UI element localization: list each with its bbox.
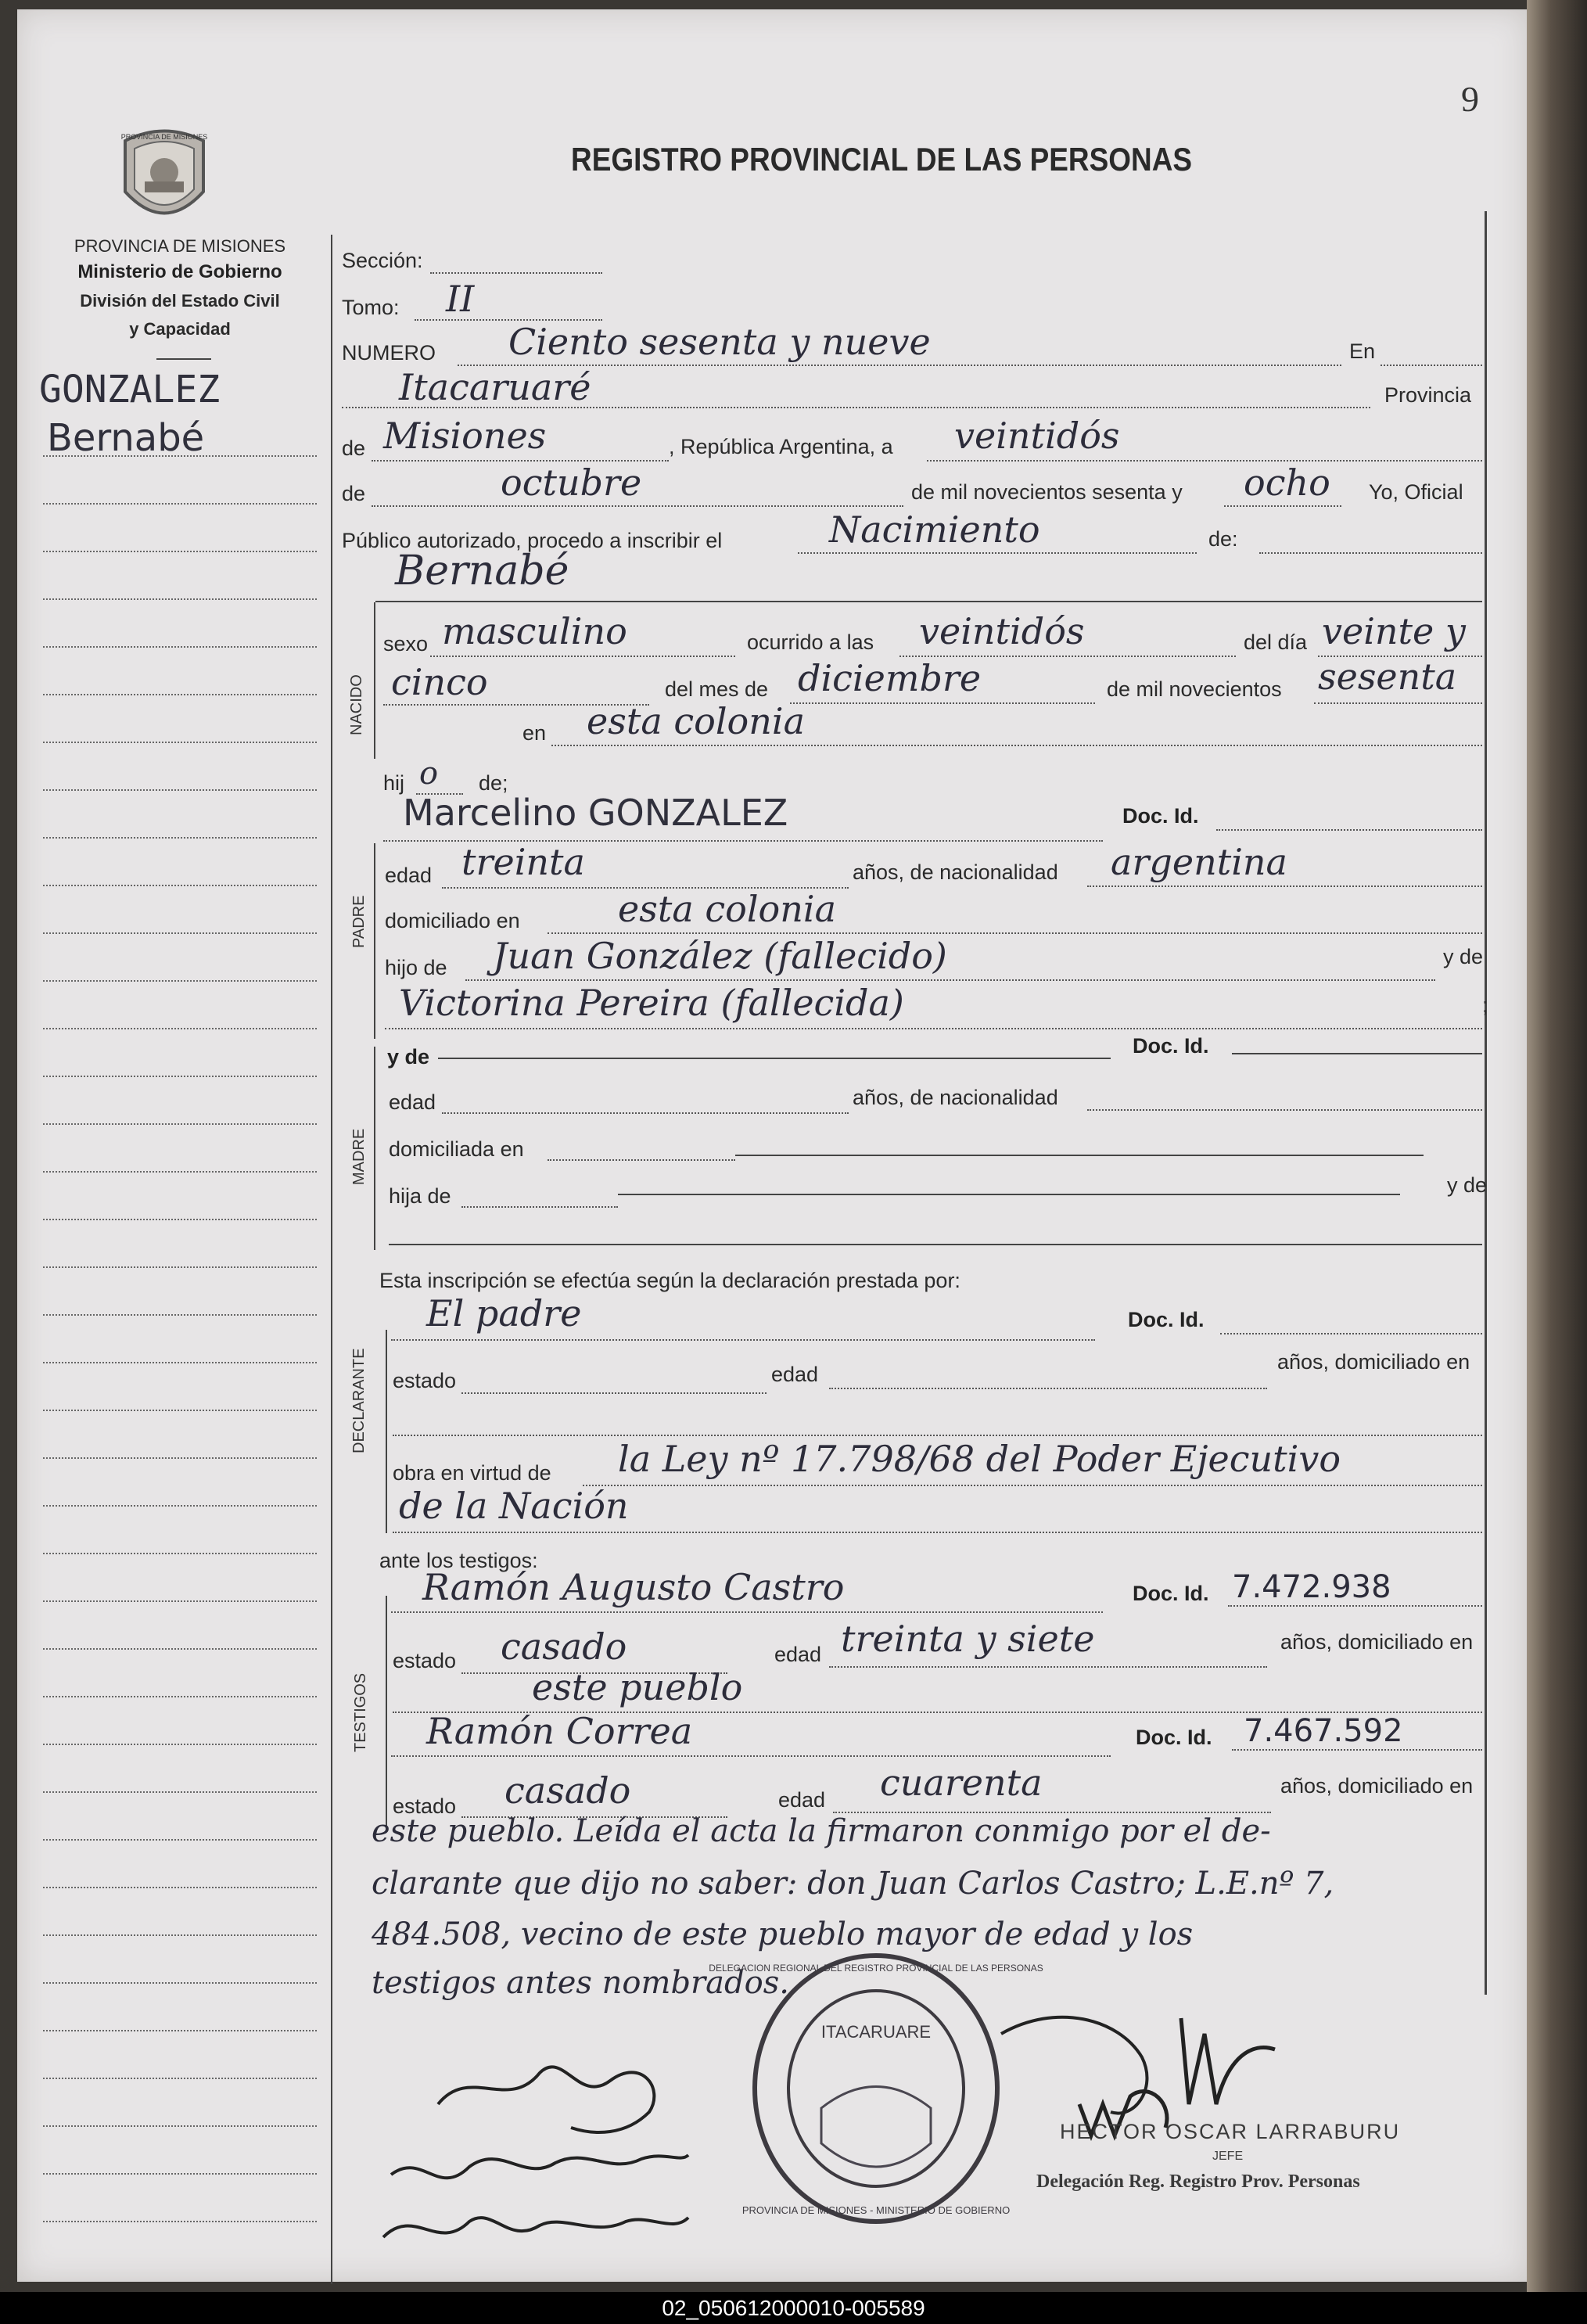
label-publico: Público autorizado, procedo a inscribir el	[342, 529, 723, 552]
margin-rule	[43, 1505, 317, 1507]
header-province: PROVINCIA DE MISIONES	[74, 236, 286, 256]
round-stamp	[709, 1948, 1043, 2229]
margin-rule	[43, 1648, 317, 1650]
label-domiciliada-madre: domiciliada en	[389, 1137, 524, 1161]
margin-rule	[43, 1553, 317, 1554]
margin-rule	[43, 2221, 317, 2222]
label-semicolon: ;	[1482, 993, 1488, 1017]
coat-of-arms-seal	[117, 125, 211, 235]
label-esta-inscripcion: Esta inscripción se efectúa según la declaración prestada por:	[379, 1269, 960, 1292]
margin-rule	[43, 789, 317, 791]
value-hijo-suffix: o	[419, 756, 439, 792]
margin-rule	[43, 503, 317, 505]
value-padre-dom: esta colonia	[618, 888, 836, 930]
value-padre-nac: argentina	[1111, 841, 1287, 883]
margin-rule	[43, 1123, 317, 1125]
value-anio-registro: ocho	[1244, 462, 1330, 504]
margin-rule	[43, 1887, 317, 1888]
value-padre-edad: treinta	[461, 841, 585, 883]
value-abuela: Victorina Pereira (fallecida)	[399, 982, 904, 1024]
section-testigos: TESTIGOS	[352, 1672, 369, 1752]
value-testigo2-doc: 7.467.592	[1244, 1713, 1403, 1749]
label-doc-id-testigo2: Doc. Id.	[1136, 1726, 1212, 1749]
value-abuelo: Juan González (fallecido)	[493, 935, 947, 977]
page-number: 9	[1461, 79, 1479, 119]
margin-rule	[43, 2173, 317, 2175]
margin-rule	[43, 1457, 317, 1459]
label-edad-testigo1: edad	[774, 1643, 822, 1666]
book-edge	[1527, 0, 1587, 2292]
label-edad-declarante: edad	[771, 1363, 819, 1386]
value-dia-nac-1: veinte y	[1322, 610, 1466, 652]
margin-rule	[43, 1028, 317, 1029]
label-seccion: Sección:	[342, 249, 423, 272]
stamp-center: ITACARUARE	[820, 2022, 932, 2042]
label-del-dia: del día	[1244, 630, 1308, 654]
label-numero: NUMERO	[342, 341, 436, 365]
label-obra: obra en virtud de	[393, 1461, 551, 1485]
label-domiciliado-padre: domiciliado en	[385, 909, 520, 932]
value-numero: Ciento sesenta y nueve	[508, 321, 931, 363]
label-anos-nac-padre: años, de nacionalidad	[853, 860, 1058, 884]
label-edad-testigo2: edad	[778, 1788, 826, 1812]
label-anos-dom-testigo1: años, domiciliado en	[1280, 1630, 1474, 1654]
section-madre: MADRE	[350, 1128, 368, 1185]
label-en2: en	[522, 721, 547, 745]
margin-rule	[43, 1410, 317, 1411]
value-padre: Marcelino GONZALEZ	[403, 792, 788, 834]
margin-rule	[43, 1744, 317, 1745]
label-ante-testigos: ante los testigos:	[379, 1549, 538, 1572]
label-doc-id-padre: Doc. Id.	[1122, 804, 1199, 828]
label-anos-dom-testigo2: años, domiciliado en	[1280, 1774, 1474, 1798]
label-sexo: sexo	[383, 632, 429, 656]
margin-rule	[43, 1266, 317, 1268]
value-testigo2-estado: casado	[504, 1769, 631, 1812]
note-line-3: 484.508, vecino de este pueblo mayor de edad y los	[372, 1916, 1194, 1952]
label-anos-nac-madre: años, de nacionalidad	[853, 1086, 1058, 1109]
seal-text: PROVINCIA DE MISIONES	[120, 133, 208, 141]
margin-rule	[43, 1600, 317, 1602]
value-dia-registro: veintidós	[954, 415, 1120, 457]
label-edad-madre: edad	[389, 1090, 436, 1114]
note-line-1: este pueblo. Leída el acta la firmaron conmigo por el de-	[372, 1813, 1271, 1849]
value-nombre: Bernabé	[395, 548, 569, 594]
margin-rule	[43, 1171, 317, 1173]
margin-rule	[43, 1982, 317, 1984]
official-office: Delegación Reg. Registro Prov. Personas	[1036, 2171, 1360, 2192]
section-padre: PADRE	[350, 895, 368, 948]
label-mil-nove: de mil novecientos	[1107, 677, 1282, 701]
margin-rule	[43, 646, 317, 648]
value-mes-nac: diciembre	[798, 657, 982, 699]
margin-rule	[43, 1696, 317, 1697]
value-tomo: II	[446, 278, 475, 320]
margin-rule	[43, 1362, 317, 1363]
value-mes-registro: octubre	[501, 462, 642, 504]
label-de2: de	[342, 482, 366, 505]
label-mil-sesenta: de mil novecientos sesenta y	[911, 480, 1183, 504]
margin-rule	[43, 694, 317, 695]
margin-rule	[43, 455, 317, 457]
margin-name: Bernabé	[47, 416, 205, 460]
value-dia-nac-2: cinco	[391, 661, 488, 703]
value-declarante: El padre	[426, 1292, 582, 1334]
label-tomo: Tomo:	[342, 296, 400, 319]
value-testigo1-estado: casado	[501, 1625, 627, 1668]
value-testigo1-dom: este pueblo	[532, 1666, 743, 1708]
value-provincia: Misiones	[383, 415, 547, 457]
note-line-2: clarante que dijo no saber: don Juan Carlos Castro; L.E.nº 7,	[372, 1866, 1334, 1902]
scan-footer: 02_050612000010-005589	[0, 2292, 1587, 2324]
label-estado-testigo1: estado	[393, 1649, 457, 1672]
official-name: HECTOR OSCAR LARRABURU	[1060, 2120, 1401, 2143]
label-y-de-madre2: y de	[1447, 1173, 1488, 1197]
label-estado-declarante: estado	[393, 1369, 457, 1392]
label-hija-de: hija de	[389, 1184, 451, 1208]
value-lugar-nac: esta colonia	[587, 700, 805, 742]
margin-rule	[43, 1314, 317, 1316]
label-en: En	[1349, 339, 1376, 363]
witness-signatures	[375, 2018, 704, 2268]
label-ocurrido: ocurrido a las	[747, 630, 874, 654]
value-testigo1-edad: treinta y siete	[841, 1618, 1095, 1660]
stamp-ring: DELEGACION REGIONAL DEL REGISTRO PROVINCIAL DE LAS PERSONAS	[709, 1963, 1043, 1974]
value-sexo: masculino	[442, 610, 627, 652]
margin-rule	[43, 1839, 317, 1841]
label-estado-testigo2: estado	[393, 1794, 457, 1818]
label-de-semicolon: de;	[479, 771, 508, 795]
label-hij: hij	[383, 771, 405, 795]
label-de: de	[342, 436, 366, 460]
value-obra-1: la Ley nº 17.798/68 del Poder Ejecutivo	[618, 1438, 1341, 1480]
value-testigo1: Ramón Augusto Castro	[422, 1566, 845, 1608]
label-yo-oficial: Yo, Oficial	[1369, 480, 1463, 504]
label-hijo-de: hijo de	[385, 956, 447, 979]
section-nacido: NACIDO	[348, 674, 365, 735]
page-title: REGISTRO PROVINCIAL DE LAS PERSONAS	[571, 141, 1193, 178]
margin-rule	[43, 932, 317, 934]
header-ministry: Ministerio de Gobierno	[77, 261, 282, 282]
stamp-bottom: PROVINCIA DE MISIONES - MINISTERIO DE GOBIERNO	[741, 2204, 1011, 2216]
value-testigo1-doc: 7.472.938	[1232, 1569, 1391, 1605]
header-division: División del Estado Civil	[80, 291, 280, 311]
margin-surname: GONZALEZ	[39, 368, 221, 411]
value-testigo2-edad: cuarenta	[880, 1762, 1043, 1804]
official-role: JEFE	[1212, 2150, 1244, 2163]
label-doc-id-testigo1: Doc. Id.	[1133, 1582, 1209, 1605]
margin-rule	[43, 980, 317, 982]
section-declarante: DECLARANTE	[350, 1348, 368, 1453]
margin-rule	[43, 1219, 317, 1220]
margin-rule	[43, 742, 317, 743]
value-testigo2: Ramón Correa	[426, 1710, 693, 1752]
value-obra-2: de la Nación	[399, 1485, 629, 1527]
label-doc-id-madre: Doc. Id.	[1133, 1034, 1209, 1058]
label-provincia: Provincia	[1384, 383, 1472, 407]
margin-rule	[43, 1791, 317, 1793]
label-republica: , República Argentina, a	[669, 435, 893, 458]
note-line-4: testigos antes nombrados.	[372, 1965, 789, 2001]
margin-rule	[43, 1934, 317, 1936]
label-y-de-madre: y de	[387, 1045, 430, 1069]
value-acto: Nacimiento	[829, 508, 1040, 551]
margin-rule	[43, 885, 317, 886]
value-anio-nac: sesenta	[1318, 656, 1457, 698]
label-y-de-padre: y de	[1443, 945, 1484, 968]
margin-rule	[43, 551, 317, 552]
margin-rule	[43, 2078, 317, 2079]
header-capacity: y Capacidad	[129, 319, 231, 339]
label-de-colon: de:	[1208, 527, 1238, 551]
margin-rule	[43, 598, 317, 600]
margin-rule	[43, 2030, 317, 2031]
margin-rule	[43, 837, 317, 839]
label-anos-dom-declarante: años, domiciliado en	[1277, 1350, 1470, 1374]
value-lugar: Itacaruaré	[399, 366, 591, 408]
margin-rule	[43, 1076, 317, 1077]
official-signature	[993, 1987, 1431, 2175]
value-hora: veintidós	[919, 610, 1085, 652]
margin-rule	[43, 2125, 317, 2127]
label-edad-padre: edad	[385, 864, 433, 887]
label-doc-id-declarante: Doc. Id.	[1128, 1308, 1205, 1331]
label-del-mes: del mes de	[665, 677, 769, 701]
